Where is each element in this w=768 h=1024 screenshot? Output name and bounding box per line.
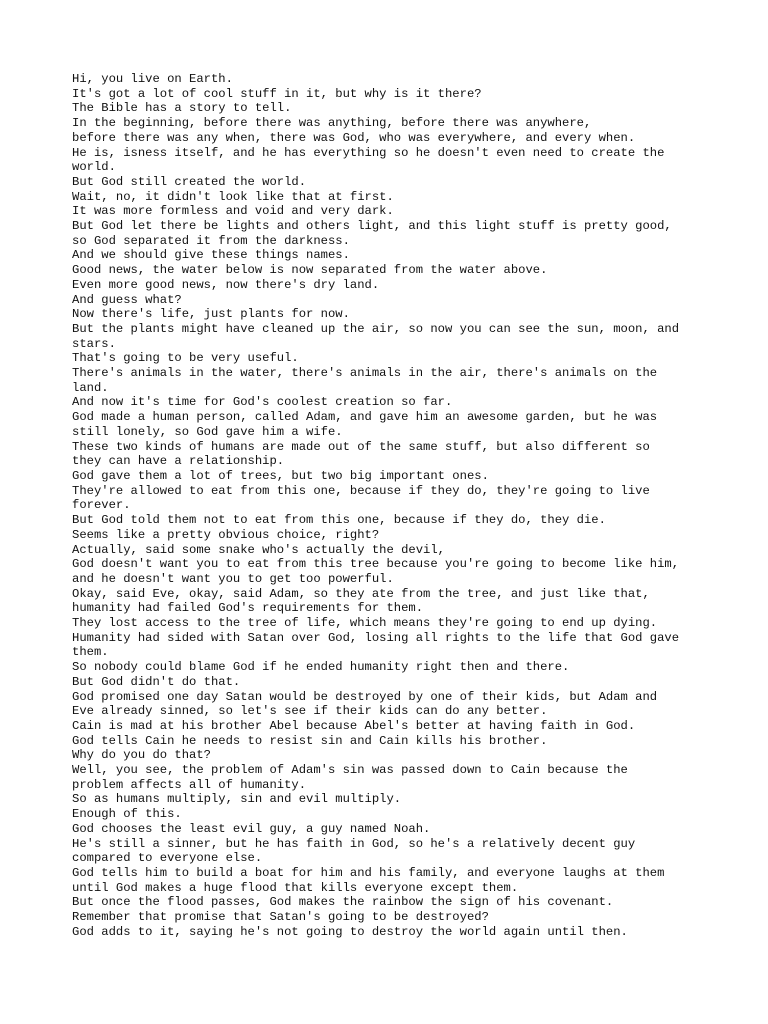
text-line: But once the flood passes, God makes the rainbow the sign of his covenant. (72, 895, 614, 910)
text-line: God gave them a lot of trees, but two big important ones. (72, 468, 489, 483)
text-line: Well, you see, the problem of Adam's sin was passed down to Cain because the (72, 763, 628, 778)
text-line: So nobody could blame God if he ended humanity right then and there. (72, 660, 570, 675)
text-line: Eve already sinned, so let's see if their kids can do any better. (72, 704, 548, 719)
text-line: land. (72, 380, 109, 395)
text-line: Actually, said some snake who's actually the devil, (72, 542, 445, 557)
text-line: They lost access to the tree of life, which means they're going to end up dying. (72, 616, 658, 631)
text-line: But God still created the world. (72, 174, 307, 189)
text-line: Wait, no, it didn't look like that at first. (72, 189, 394, 204)
text-line: Seems like a pretty obvious choice, right? (72, 527, 380, 542)
text-line: They're allowed to eat from this one, because if they do, they're going to live (72, 483, 650, 498)
text-line: them. (72, 645, 109, 660)
text-line: And now it's time for God's coolest creation so far. (72, 395, 453, 410)
text-line: But God let there be lights and others light, and this light stuff is pretty good, (72, 219, 672, 234)
text-line: stars. (72, 336, 116, 351)
text-line: compared to everyone else. (72, 851, 263, 866)
text-line: But God told them not to eat from this one, because if they do, they die. (72, 513, 606, 528)
text-line: It was more formless and void and very dark. (72, 204, 394, 219)
text-line: Cain is mad at his brother Abel because Abel's better at having faith in God. (72, 718, 636, 733)
text-line: and he doesn't want you to get too powerful. (72, 571, 394, 586)
text-line: God chooses the least evil guy, a guy named Noah. (72, 821, 431, 836)
text-line: problem affects all of humanity. (72, 777, 307, 792)
text-line: God tells him to build a boat for him and his family, and everyone laughs at them (72, 865, 665, 880)
text-line: The Bible has a story to tell. (72, 101, 292, 116)
text-line: That's going to be very useful. (72, 351, 299, 366)
text-line: Remember that promise that Satan's going to be destroyed? (72, 910, 489, 925)
text-line: Enough of this. (72, 807, 182, 822)
text-line: But God didn't do that. (72, 674, 241, 689)
text-line: Okay, said Eve, okay, said Adam, so they ate from the tree, and just like that, (72, 586, 650, 601)
text-line: God promised one day Satan would be destroyed by one of their kids, but Adam and (72, 689, 658, 704)
text-line: Now there's life, just plants for now. (72, 307, 350, 322)
text-line: God adds to it, saying he's not going to destroy the world again until then. (72, 924, 628, 939)
text-line: Hi, you live on Earth. (72, 72, 233, 86)
text-line: God tells Cain he needs to resist sin and Cain kills his brother. (72, 733, 548, 748)
text-line: until God makes a huge flood that kills everyone except them. (72, 880, 519, 895)
text-line: before there was any when, there was God, who was everywhere, and every when. (72, 130, 636, 145)
document-body (72, 72, 712, 939)
text-line: And guess what? (72, 292, 182, 307)
text-line: Even more good news, now there's dry land. (72, 277, 380, 292)
text-line: There's animals in the water, there's animals in the air, there's animals on the (72, 366, 658, 381)
text-line: humanity had failed God's requirements for them. (72, 601, 424, 616)
text-line: forever. (72, 498, 131, 513)
text-line: still lonely, so God gave him a wife. (72, 424, 343, 439)
text-line: He's still a sinner, but he has faith in God, so he's a relatively decent guy (72, 836, 636, 851)
text-line: so God separated it from the darkness. (72, 233, 350, 248)
text-line: Why do you do that? (72, 748, 211, 763)
text-line: These two kinds of humans are made out of the same stuff, but also different so (72, 439, 650, 454)
text-line: world. (72, 160, 116, 175)
text-line: they can have a relationship. (72, 454, 285, 469)
text-line: God doesn't want you to eat from this tree because you're going to become like him, (72, 557, 680, 572)
text-line: But the plants might have cleaned up the air, so now you can see the sun, moon, and (72, 321, 680, 336)
text-line: Humanity had sided with Satan over God, losing all rights to the life that God gave (72, 630, 680, 645)
text-line: It's got a lot of cool stuff in it, but why is it there? (72, 86, 482, 101)
text-line: Good news, the water below is now separated from the water above. (72, 263, 548, 278)
text-line: He is, isness itself, and he has everything so he doesn't even need to create the (72, 145, 665, 160)
text-line: In the beginning, before there was anything, before there was anywhere, (72, 116, 592, 131)
text-line: And we should give these things names. (72, 248, 350, 263)
text-line: God made a human person, called Adam, and gave him an awesome garden, but he was (72, 410, 658, 425)
text-line: So as humans multiply, sin and evil multiply. (72, 792, 402, 807)
